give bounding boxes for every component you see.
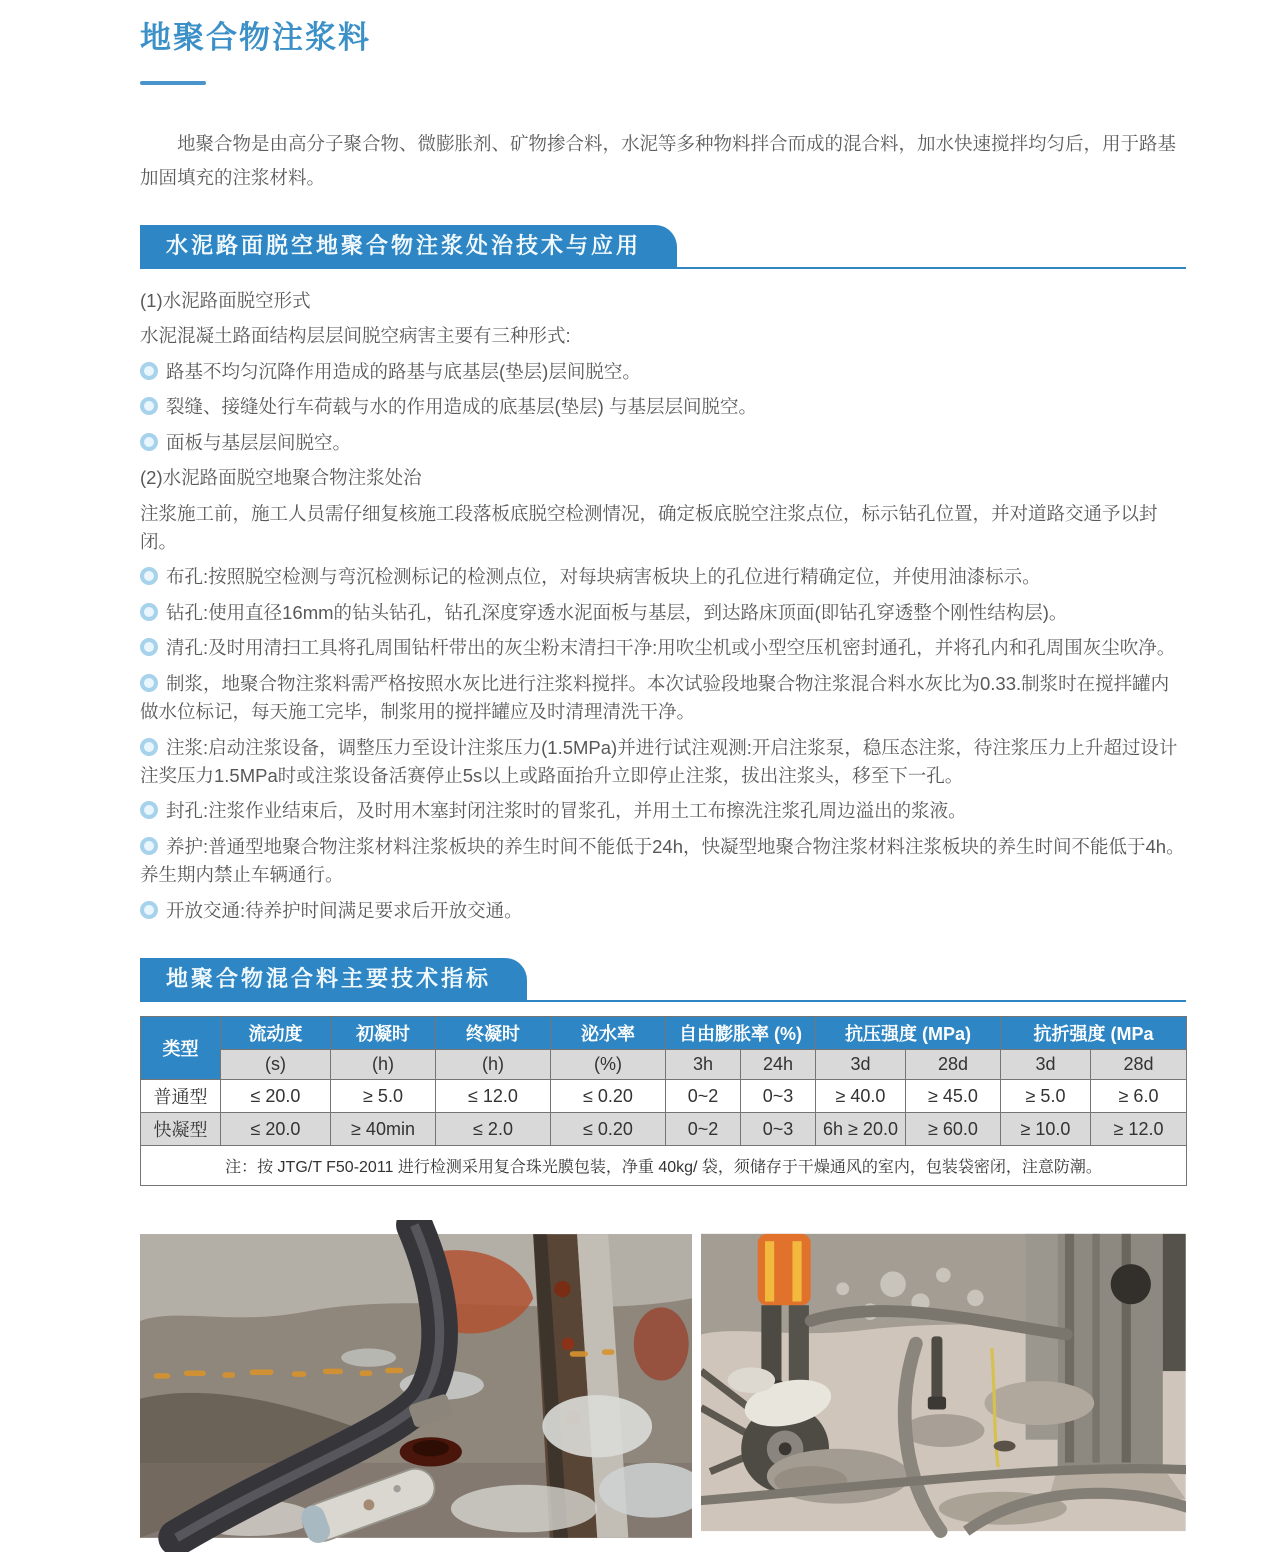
cell: ≥ 40min [331,1113,436,1146]
col-header: 终凝时 [436,1017,551,1050]
cell: ≤ 0.20 [551,1080,666,1113]
bullet-line: 布孔:按照脱空检测与弯沉检测标记的检测点位，对每块病害板块上的孔位进行精确定位，并使用油漆标示。 [140,560,1186,595]
cell: ≥ 60.0 [906,1113,1001,1146]
ring-icon [140,738,158,756]
section-1-body [140,283,1186,928]
row-label: 普通型 [141,1080,221,1113]
cell: ≤ 2.0 [436,1113,551,1146]
bullet-line: 养护:普通型地聚合物注浆材料注浆板块的养生时间不能低于24h，快凝型地聚合物注浆材料注浆板块的养生时间不能低于4h。养生期内禁止车辆通行。 [140,835,1185,886]
cell: ≤ 0.20 [551,1113,666,1146]
col-subheader: 28d [1091,1050,1187,1080]
table-row-normal-type [141,1080,1187,1113]
col-subheader: (h) [436,1050,551,1080]
cell: 0~2 [666,1113,741,1146]
ring-icon [140,433,158,451]
col-header: 自由膨胀率 (%) [666,1017,816,1050]
col-header: 抗压强度 (MPa) [816,1017,1001,1050]
technical-specs-table [140,1016,1187,1186]
bullet-line: 清孔:及时用清扫工具将孔周围钻杆带出的灰尘粉末清扫干净:用吹尘机或小型空压机密封通孔，并将孔内和孔周围灰尘吹净。 [140,631,1186,666]
bullet-line: 注浆:启动注浆设备，调整压力至设计注浆压力(1.5MPa)并进行试注观测:开启注浆泵，稳压态注浆，待注浆压力上升超过设计注奖压力1.5MPa时或注浆设备活赛停止5s以上或路面抬升立即停止注浆，拔出注浆头，移至下一孔。 [140,736,1178,786]
col-subheader: 24h [741,1050,816,1080]
col-header: 泌水率 [551,1017,666,1050]
text-line: (2)水泥路面脱空地聚合物注浆处治 [140,467,422,489]
cell: ≥ 45.0 [906,1080,1001,1113]
text-line: (1)水泥路面脱空形式 [140,289,311,311]
ring-icon [140,801,158,819]
col-subheader: 3h [666,1050,741,1080]
photo-gallery [140,1220,1186,1552]
section-title-2: 地聚合物混合料主要技术指标 [140,958,527,1000]
col-subheader: (%) [551,1050,666,1080]
col-header: 抗折强度 (MPa [1001,1017,1187,1050]
ring-icon [140,567,158,585]
bullet-line: 面板与基层层间脱空。 [140,425,1186,460]
cell: ≥ 10.0 [1001,1113,1091,1146]
bullet-line: 制浆，地聚合物注浆料需严格按照水灰比进行注浆料搅拌。本次试验段地聚合物注浆混合料水灰比为0.33.制浆时在搅拌罐内做水位标记，每天施工完毕，制浆用的搅拌罐应及时清理清洗干净。 [140,672,1170,723]
ring-icon [140,837,158,855]
cell: 0~3 [741,1113,816,1146]
ring-icon [140,674,158,692]
cell: 0~2 [666,1080,741,1113]
bullet-line: 裂缝、接缝处行车荷载与水的作用造成的底基层(垫层) 与基层层间脱空。 [140,389,1186,424]
ring-icon [140,603,158,621]
cell: ≥ 40.0 [816,1080,906,1113]
cell: ≤ 12.0 [436,1080,551,1113]
bullet-line: 路基不均匀沉降作用造成的路基与底基层(垫层)层间脱空。 [140,354,1186,389]
table-header-row-2 [141,1050,1187,1080]
table-note: 注：按 JTG/T F50-2011 进行检测采用复合珠光膜包装，净重 40kg/ 袋，须储存于干燥通风的室内，包装袋密闭，注意防潮。 [141,1146,1187,1186]
col-header-type: 类型 [141,1017,221,1080]
ring-icon [140,362,158,380]
bullet-line: 开放交通:待养护时间满足要求后开放交通。 [140,893,1186,928]
document-page [140,0,1186,1552]
cell: 6h ≥ 20.0 [816,1113,906,1146]
col-subheader: (h) [331,1050,436,1080]
col-header: 初凝时 [331,1017,436,1050]
row-label: 快凝型 [141,1113,221,1146]
cell: ≥ 12.0 [1091,1113,1187,1146]
section-title-1: 水泥路面脱空地聚合物注浆处治技术与应用 [140,225,677,267]
section-header-2 [140,958,1186,1002]
section-header-1 [140,225,1186,269]
bullet-line: 封孔:注浆作业结束后，及时用木塞封闭注浆时的冒浆孔，并用土工布擦洗注浆孔周边溢出的浆液。 [140,794,1186,829]
table-note-row [141,1146,1187,1186]
text-line: 水泥混凝土路面结构层层间脱空病害主要有三种形式: [140,325,571,347]
col-subheader: 3d [816,1050,906,1080]
ring-icon [140,638,158,656]
cell: ≥ 5.0 [1001,1080,1091,1113]
cell: 0~3 [741,1080,816,1113]
cell: ≤ 20.0 [221,1080,331,1113]
photo-grouting-site [701,1220,1186,1545]
intro-paragraph: 地聚合物是由高分子聚合物、微膨胀剂、矿物掺合料，水泥等多种物料拌合而成的混合料，加水快速搅拌均匀后，用于路基加固填充的注浆材料。 [140,133,1177,189]
title-underline-dash [140,81,206,85]
ring-icon [140,397,158,415]
col-subheader: 28d [906,1050,1001,1080]
table-row-fast-set-type [141,1113,1187,1146]
cell: ≥ 6.0 [1091,1080,1187,1113]
cell: ≥ 5.0 [331,1080,436,1113]
table-header-row-1 [141,1017,1187,1050]
col-subheader: (s) [221,1050,331,1080]
col-subheader: 3d [1001,1050,1091,1080]
photo-grout-injection-hole [140,1220,692,1552]
ring-icon [140,901,158,919]
col-header: 流动度 [221,1017,331,1050]
cell: ≤ 20.0 [221,1113,331,1146]
text-line: 注浆施工前，施工人员需仔细复核施工段落板底脱空检测情况，确定板底脱空注浆点位，标示钻孔位置，并对道路交通予以封闭。 [140,502,1158,552]
bullet-line: 钻孔:使用直径16mm的钻头钻孔，钻孔深度穿透水泥面板与基层，到达路床顶面(即钻孔穿透整个刚性结构层)。 [140,595,1186,630]
page-title: 地聚合物注浆料 [140,20,371,55]
